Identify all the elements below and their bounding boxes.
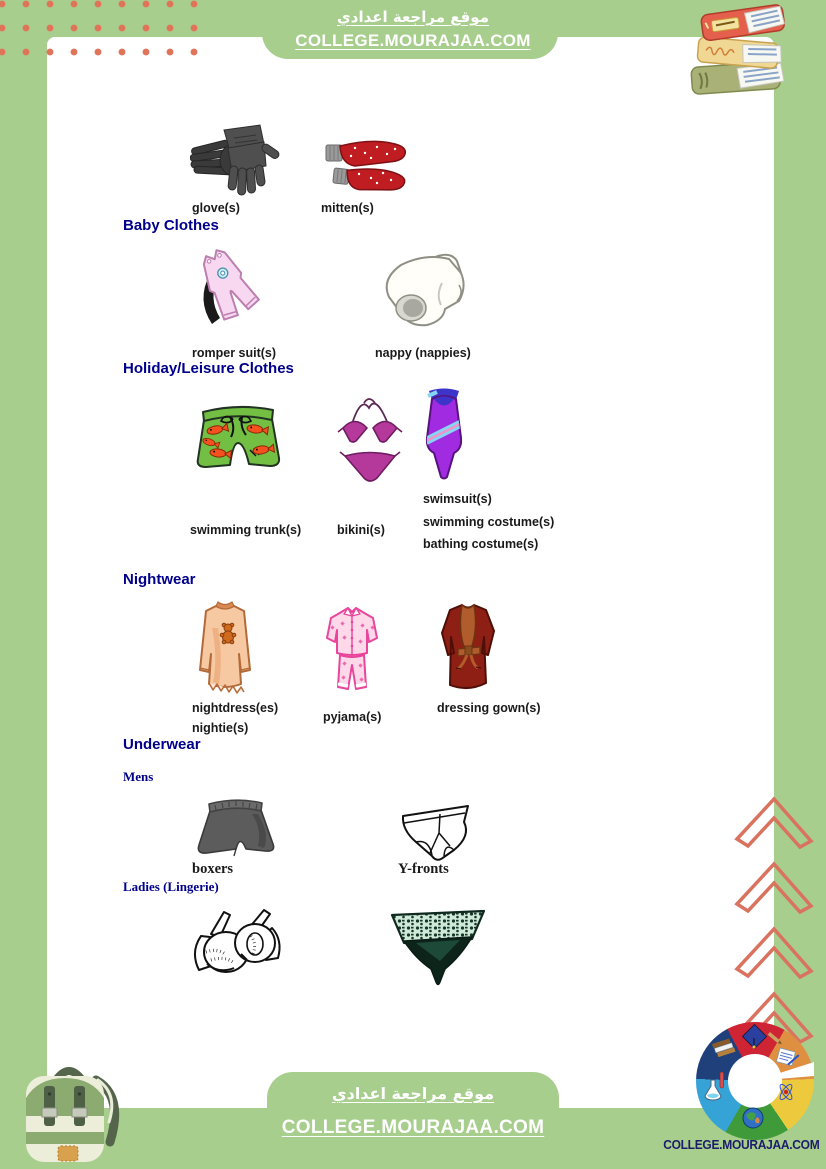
label-swimming-costume: swimming costume(s) bbox=[423, 515, 555, 529]
nappy-image bbox=[375, 251, 471, 338]
footer-site-domain[interactable]: COLLEGE.MOURAJAA.COM bbox=[281, 1117, 545, 1138]
pyjamas-image bbox=[319, 604, 385, 696]
footer-tagline-arabic: موقع مراجعة اعدادي bbox=[331, 1084, 495, 1103]
gloves-image bbox=[190, 124, 284, 198]
atom-icon bbox=[778, 1083, 794, 1102]
romper-suit-image bbox=[190, 242, 278, 344]
graduation-cap-icon bbox=[742, 1024, 766, 1048]
label-y-fronts: Y-fronts bbox=[398, 861, 449, 877]
chevron-decoration bbox=[733, 919, 815, 981]
mittens-image bbox=[325, 140, 411, 198]
header-site-domain[interactable]: COLLEGE.MOURAJAA.COM bbox=[295, 31, 531, 50]
swimming-trunks-image bbox=[191, 398, 285, 490]
bikini-image bbox=[336, 388, 404, 487]
label-bathing-costume: bathing costume(s) bbox=[423, 537, 539, 551]
swimsuit-image bbox=[420, 388, 468, 488]
label-nappy: nappy (nappies) bbox=[375, 346, 471, 360]
heading-holiday-leisure: Holiday/Leisure Clothes bbox=[123, 360, 294, 377]
books-stack-illustration bbox=[686, 4, 800, 104]
chevron-decoration bbox=[733, 789, 815, 851]
logo-icons-overlay bbox=[696, 1022, 814, 1140]
notepad-icon bbox=[776, 1048, 799, 1067]
pencil-icon bbox=[768, 1032, 783, 1046]
label-boxers: boxers bbox=[192, 861, 234, 877]
label-nightdress: nightdress(es) bbox=[192, 701, 279, 715]
dressing-gown-image bbox=[434, 599, 502, 697]
label-swimming-trunks: swimming trunk(s) bbox=[190, 523, 302, 537]
bra-image bbox=[189, 904, 287, 990]
backpack-illustration bbox=[8, 1052, 132, 1169]
heading-mens: Mens bbox=[123, 769, 154, 784]
education-ring-logo bbox=[696, 1022, 814, 1140]
heading-nightwear: Nightwear bbox=[123, 571, 196, 588]
chevron-decoration bbox=[733, 854, 815, 916]
nightdress-image bbox=[192, 598, 260, 700]
thong-image bbox=[388, 905, 488, 991]
label-romper-suit: romper suit(s) bbox=[192, 346, 277, 360]
label-nightie: nightie(s) bbox=[192, 721, 249, 735]
heading-underwear: Underwear bbox=[123, 736, 201, 753]
label-bikini: bikini(s) bbox=[337, 523, 385, 537]
boxers-image bbox=[191, 794, 281, 868]
globe-icon bbox=[743, 1108, 763, 1128]
flask-icon bbox=[705, 1072, 724, 1100]
label-swimsuit: swimsuit(s) bbox=[423, 492, 492, 506]
label-dressing-gown: dressing gown(s) bbox=[437, 701, 541, 715]
label-pyjama: pyjama(s) bbox=[323, 710, 382, 724]
header-tagline-arabic: موقع مراجعة اعدادي bbox=[337, 8, 489, 26]
heading-baby-clothes: Baby Clothes bbox=[123, 217, 219, 234]
label-mittens: mitten(s) bbox=[321, 201, 374, 215]
dot-pattern-decoration bbox=[0, 0, 208, 62]
label-gloves: glove(s) bbox=[192, 201, 240, 215]
logo-caption: COLLEGE.MOURAJAA.COM bbox=[663, 1138, 820, 1152]
books-icon bbox=[712, 1038, 736, 1058]
y-fronts-image bbox=[399, 800, 475, 866]
heading-ladies-lingerie: Ladies (Lingerie) bbox=[123, 879, 219, 894]
